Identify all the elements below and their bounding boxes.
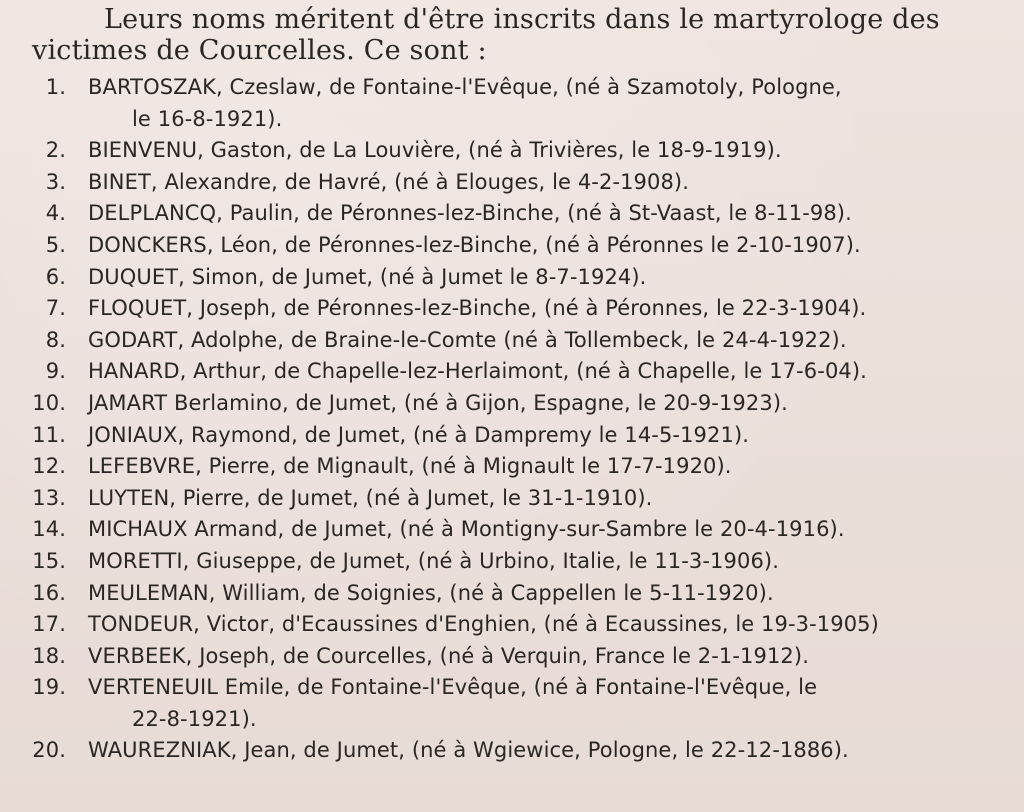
item-line: JAMART Berlamino, de Jumet, (né à Gijon, Espagne, le 20-9-1923). [88, 390, 788, 415]
intro-line-1: Leurs noms méritent d'être inscrits dans le martyrologe des [104, 4, 940, 35]
item-line: BARTOSZAK, Czeslaw, de Fontaine-l'Evêque, (né à Szamotoly, Pologne, [88, 75, 842, 99]
list-item [0, 514, 1024, 546]
item-number: 15. [32, 548, 66, 573]
item-line: MEULEMAN, William, de Soignies, (né à Cappellen le 5-11-1920). [88, 580, 774, 605]
item-line: MORETTI, Giuseppe, de Jumet, (né à Urbino, Italie, le 11-3-1906). [88, 548, 779, 573]
item-text [66, 641, 966, 673]
item-number: 17. [32, 612, 66, 637]
item-text [66, 451, 966, 483]
list-item [0, 325, 1024, 357]
item-text [66, 546, 966, 578]
list-item [0, 420, 1024, 452]
list-item [0, 198, 1024, 230]
item-line: LUYTEN, Pierre, de Jumet, (né à Jumet, le 31-1-1910). [88, 485, 653, 510]
item-text [66, 230, 966, 262]
item-line: HANARD, Arthur, de Chapelle-lez-Herlaimont, (né à Chapelle, le 17-6-04). [88, 359, 867, 384]
item-text [66, 293, 966, 325]
item-number: 20. [32, 738, 66, 763]
item-line: DUQUET, Simon, de Jumet, (né à Jumet le 8-7-1924). [88, 264, 647, 289]
item-line: WAUREZNIAK, Jean, de Jumet, (né à Wgiewice, Pologne, le 22-12-1886). [88, 738, 849, 763]
item-line: JONIAUX, Raymond, de Jumet, (né à Dampremy le 14-5-1921). [88, 422, 750, 447]
item-number: 13. [32, 485, 66, 510]
list-item [0, 293, 1024, 325]
list-item [0, 72, 1024, 135]
list-item [0, 167, 1024, 199]
list-item [0, 735, 1024, 767]
item-number: 2. [45, 138, 66, 163]
item-number: 19. [32, 675, 66, 700]
item-text [66, 735, 966, 767]
list-item [0, 483, 1024, 515]
item-number: 1. [45, 75, 66, 99]
item-number: 6. [45, 264, 66, 289]
item-line: GODART, Adolphe, de Braine-le-Comte (né à Tollembeck, le 24-4-1922). [88, 327, 847, 352]
item-line: VERTENEUIL Emile, de Fontaine-l'Evêque, (né à Fontaine-l'Evêque, le [88, 675, 818, 700]
list-item [0, 546, 1024, 578]
list-item [0, 230, 1024, 262]
item-line: BINET, Alexandre, de Havré, (né à Elouges, le 4-2-1908). [88, 169, 690, 194]
item-line: MICHAUX Armand, de Jumet, (né à Montigny-sur-Sambre le 20-4-1916). [88, 517, 845, 542]
list-item [0, 609, 1024, 641]
item-continuation: 22-8-1921). [132, 706, 257, 731]
intro-line-2: victimes de Courcelles. Ce sont : [32, 35, 487, 66]
item-text [66, 514, 966, 546]
item-text [66, 356, 966, 388]
item-line: VERBEEK, Joseph, de Courcelles, (né à Verquin, France le 2-1-1912). [88, 643, 809, 668]
item-text [66, 135, 966, 167]
list-item [0, 578, 1024, 610]
item-line: BIENVENU, Gaston, de La Louvière, (né à Trivières, le 18-9-1919). [88, 138, 782, 163]
item-line: DONCKERS, Léon, de Péronnes-lez-Binche, (né à Péronnes le 2-10-1907). [88, 232, 861, 257]
item-text [66, 167, 966, 199]
item-text [66, 420, 966, 452]
item-number: 12. [32, 454, 66, 479]
list-item [0, 451, 1024, 483]
item-continuation: le 16-8-1921). [132, 106, 283, 131]
item-text [66, 198, 966, 230]
item-number: 18. [32, 643, 66, 668]
list-item [0, 262, 1024, 294]
item-text [66, 672, 966, 735]
item-line: TONDEUR, Victor, d'Ecaussines d'Enghien, (né à Ecaussines, le 19-3-1905) [88, 612, 879, 637]
item-number: 5. [45, 232, 66, 257]
item-number: 10. [32, 390, 66, 415]
item-number: 4. [45, 201, 66, 226]
victims-list [0, 72, 1024, 767]
item-text [66, 325, 966, 357]
item-text [66, 262, 966, 294]
item-text [66, 483, 966, 515]
intro-paragraph [32, 4, 992, 66]
list-item [0, 641, 1024, 673]
item-number: 11. [32, 422, 66, 447]
item-text [66, 388, 966, 420]
item-line: DELPLANCQ, Paulin, de Péronnes-lez-Binche, (né à St-Vaast, le 8-11-98). [88, 201, 852, 226]
item-number: 3. [45, 169, 66, 194]
item-text [66, 72, 966, 135]
item-number: 7. [45, 296, 66, 321]
item-number: 9. [45, 359, 66, 384]
item-line: LEFEBVRE, Pierre, de Mignault, (né à Mignault le 17-7-1920). [88, 454, 732, 479]
item-text [66, 578, 966, 610]
item-line: FLOQUET, Joseph, de Péronnes-lez-Binche, (né à Péronnes, le 22-3-1904). [88, 296, 867, 321]
list-item [0, 356, 1024, 388]
list-item [0, 672, 1024, 735]
item-number: 14. [32, 517, 66, 542]
item-text [66, 609, 966, 641]
list-item [0, 135, 1024, 167]
list-item [0, 388, 1024, 420]
item-number: 16. [32, 580, 66, 605]
item-number: 8. [45, 327, 66, 352]
